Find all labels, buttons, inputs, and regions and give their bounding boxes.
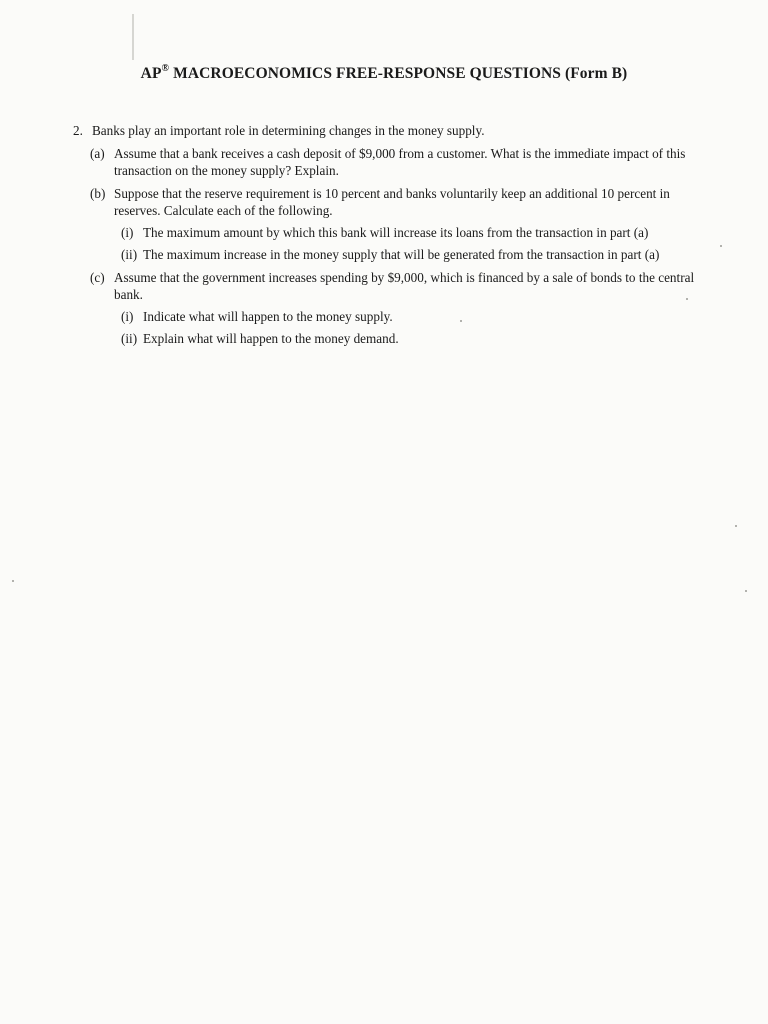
scan-speck [745,590,747,592]
part-b [90,185,733,219]
scan-speck [12,580,14,582]
subpart-c-i [121,308,733,325]
part-a [90,145,733,179]
page-title [0,64,768,83]
title-prefix: AP [140,65,162,83]
subpart-label: (i) [121,225,134,240]
subpart-c-ii [121,330,733,347]
part-label: (a) [90,146,105,161]
part-label: (b) [90,186,106,201]
part-text: Assume that the government increases spending by $9,000, which is financed by a sale of bonds to the central bank. [114,270,695,302]
scan-artifact-line [132,14,134,60]
subpart-text: The maximum increase in the money supply that will be generated from the transaction in part (a) [143,247,660,262]
subpart-label: (ii) [121,247,138,262]
scan-speck [735,525,737,527]
question-2 [73,122,733,347]
part-label: (c) [90,270,105,285]
question-number: 2. [73,123,83,138]
subpart-label: (i) [121,309,134,324]
part-text: Assume that a bank receives a cash deposit of $9,000 from a customer. What is the immediate impact of this transaction on the money supply? Explain. [114,146,686,178]
subpart-text: Explain what will happen to the money demand. [143,331,399,346]
subpart-text: The maximum amount by which this bank will increase its loans from the transaction in part (a) [143,225,649,240]
title-rest: MACROECONOMICS FREE-RESPONSE QUESTIONS (Form B) [169,65,628,83]
registered-mark: ® [161,63,170,74]
subpart-label: (ii) [121,331,138,346]
subpart-text: Indicate what will happen to the money supply. [143,309,393,324]
part-c [90,269,733,303]
part-text: Suppose that the reserve requirement is 10 percent and banks voluntarily keep an additional 10 percent in reserves. Calculate each of the following. [114,186,670,218]
question-stem [73,122,733,139]
question-text: Banks play an important role in determining changes in the money supply. [92,123,485,138]
subpart-b-ii [121,246,733,263]
subpart-b-i [121,224,733,241]
